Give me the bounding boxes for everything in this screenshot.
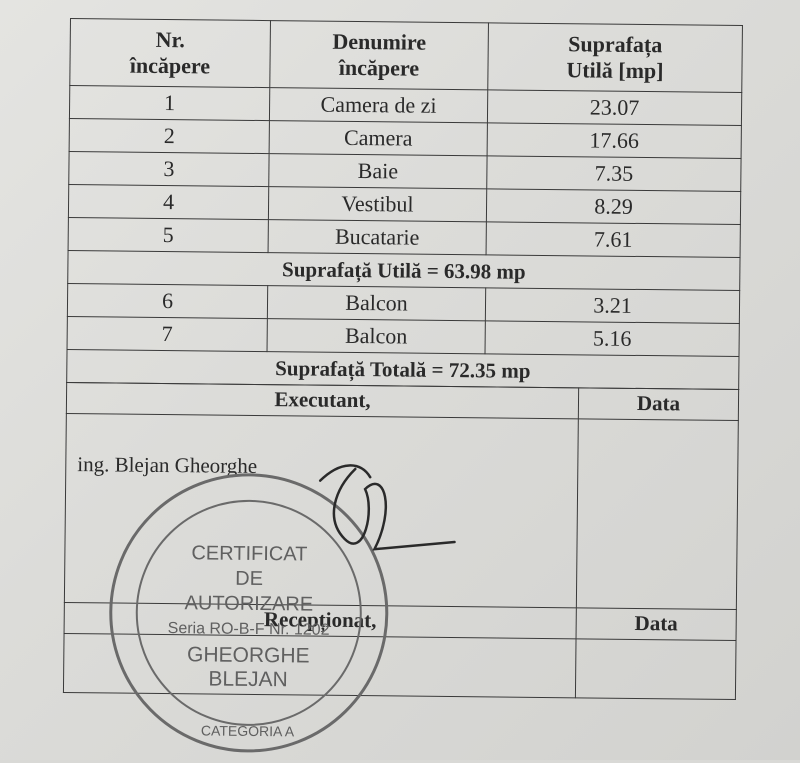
receptionat-label: Recepționat, [64, 602, 576, 638]
receptionat-date-cell [575, 638, 736, 699]
engineer-name: ing. Blejan Gheorghe [77, 452, 258, 478]
document-sheet [62, 18, 742, 753]
cell-area: 7.61 [486, 222, 740, 258]
cell-name: Balcon [267, 319, 485, 354]
cell-nr: 3 [69, 151, 269, 186]
cell-nr: 1 [69, 86, 269, 121]
cell-nr: 4 [68, 184, 268, 219]
cell-name: Balcon [267, 286, 485, 321]
cell-area: 8.29 [486, 189, 740, 225]
stamp-line-6: BLEJAN [208, 667, 288, 692]
signature-stroke [334, 469, 456, 550]
cell-area: 23.07 [487, 90, 741, 126]
cell-area: 3.21 [485, 288, 739, 324]
header-name [270, 21, 489, 90]
executant-date-cell [576, 418, 738, 609]
executant-label: Executant, [66, 382, 578, 418]
stamp-line-3: AUTORIZARE [184, 592, 314, 616]
cell-nr: 2 [69, 118, 269, 153]
receptionat-date-label: Data [576, 607, 736, 640]
cell-name: Camera de zi [269, 88, 487, 123]
table-header-row [70, 19, 743, 93]
executant-date-label: Data [578, 387, 738, 420]
cell-area: 17.66 [487, 123, 741, 159]
cell-name: Camera [269, 121, 487, 156]
stamp-line-7: CATEGORIA A [200, 722, 295, 740]
signature-scribble [294, 448, 515, 590]
cell-name: Bucatarie [268, 220, 486, 255]
cell-nr: 6 [67, 283, 267, 318]
cell-area: 5.16 [485, 321, 739, 357]
stamp-line-2: DE [235, 567, 264, 591]
grand-total: Suprafață Totală = 72.35 mp [67, 349, 739, 389]
stamp-line-4: Seria RO-B-F Nr. 1202 [167, 620, 330, 639]
cell-nr: 7 [67, 316, 267, 351]
header-nr [70, 19, 271, 88]
stamp-line-5: GHEORGHE [186, 643, 310, 668]
header-area [488, 23, 743, 93]
cell-area: 7.35 [487, 156, 741, 192]
cell-name: Vestibul [268, 187, 486, 222]
cell-nr: 5 [68, 217, 268, 252]
useful-total: Suprafață Utilă = 63.98 mp [68, 250, 740, 290]
header-area-text: Suprafața Utilă [mp] [566, 31, 664, 84]
stamp-line-1: CERTIFICAT [191, 542, 308, 566]
header-name-text: Denumire încăpere [332, 28, 427, 81]
rooms-table [66, 18, 743, 390]
header-nr-text: Nr. încăpere [129, 26, 211, 79]
cell-name: Baie [269, 154, 487, 189]
